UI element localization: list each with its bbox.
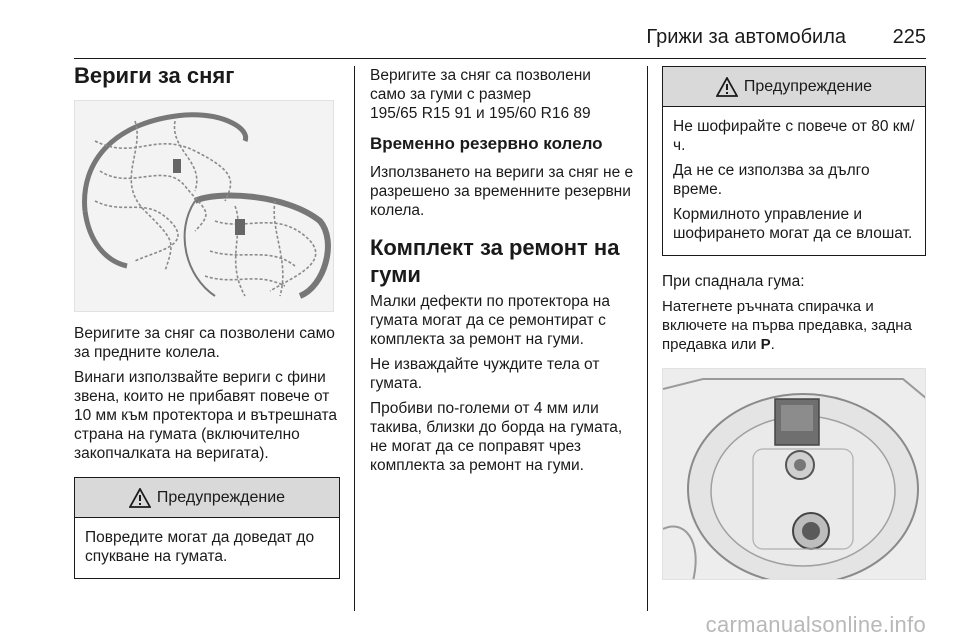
repair-small-defects-text: Малки дефекти по протектора на гумата могат да се ремонтират с комплекта за ремонт на гуми. bbox=[370, 293, 610, 348]
warning-header bbox=[663, 67, 925, 107]
warning-speed-text: Не шофирайте с повече от 80 км/ч. bbox=[673, 118, 915, 154]
spare-wheel-heading: Временно резервно колело bbox=[370, 134, 603, 153]
watermark: carmanualsonline.info bbox=[705, 612, 926, 637]
chains-fine-links-text: Винаги използвайте вериги с фини звена, които не прибавят повече от 10 мм към протектора и вътрешната страна на гумата (включително закопчалката на веригата). bbox=[74, 369, 338, 462]
column-divider-right bbox=[647, 66, 648, 611]
size-line-1: Веригите за сняг са позволени bbox=[370, 67, 591, 84]
warning-title: Предупреждение bbox=[156, 489, 286, 506]
right-column bbox=[662, 66, 926, 580]
left-column bbox=[74, 62, 340, 579]
warning-body bbox=[663, 107, 925, 255]
column-divider-left bbox=[354, 66, 355, 611]
warning-triangle-icon bbox=[716, 77, 738, 97]
section-title-snow-chains: Вериги за сняг bbox=[74, 63, 235, 88]
warning-text: Повредите могат да доведат до спукване на гумата. bbox=[85, 529, 315, 565]
spare-wheel-well-drawing bbox=[663, 369, 926, 580]
warning-steering-text: Кормилното управление и шофирането могат да се влошат. bbox=[673, 206, 913, 242]
snow-chains-drawing bbox=[75, 101, 334, 312]
size-paragraph bbox=[370, 66, 635, 123]
warning-box-left bbox=[74, 477, 340, 579]
chains-front-wheels-text: Веригите за сняг са позволени само за предните колела. bbox=[74, 325, 335, 361]
header-rule bbox=[74, 58, 926, 59]
warning-header bbox=[75, 478, 339, 518]
snow-chains-illustration bbox=[74, 100, 334, 312]
repair-kit-title-line-1: Комплект за ремонт на bbox=[370, 235, 620, 260]
instruction-end: . bbox=[770, 336, 775, 353]
repair-kit-title bbox=[370, 234, 635, 288]
warning-body bbox=[75, 518, 339, 578]
spare-wheel-well-illustration bbox=[662, 368, 926, 580]
gear-letter: P bbox=[760, 336, 771, 353]
spare-wheel-text: Използването на вериги за сняг не е разрешено за временните резервни колела. bbox=[370, 164, 634, 219]
warning-box-right bbox=[662, 66, 926, 256]
instruction-text: Натегнете ръчната спирачка и включете на първа предавка, задна предавка или bbox=[662, 298, 912, 353]
warning-duration-text: Да не се използва за дълго време. bbox=[673, 162, 870, 198]
repair-large-holes-text: Пробиви по-големи от 4 мм или такива, близки до борда на гумата, не могат да се поправят чрез комплекта за ремонт на гуми. bbox=[370, 400, 623, 474]
warning-triangle-icon bbox=[129, 488, 151, 508]
header-title: Грижи за автомобила bbox=[646, 26, 846, 48]
size-line-3: 195/65 R15 91 и 195/60 R16 89 bbox=[370, 105, 591, 122]
page-number: 225 bbox=[892, 26, 926, 48]
size-line-2: само за гуми с размер bbox=[370, 86, 531, 103]
page-header bbox=[74, 26, 926, 56]
middle-column bbox=[370, 66, 635, 481]
flat-tire-instruction bbox=[662, 297, 926, 354]
flat-tire-label: При спаднала гума: bbox=[662, 273, 805, 290]
repair-kit-title-line-2: гуми bbox=[370, 262, 421, 287]
warning-title: Предупреждение bbox=[743, 78, 873, 95]
repair-foreign-bodies-text: Не изваждайте чуждите тела от гумата. bbox=[370, 356, 600, 392]
